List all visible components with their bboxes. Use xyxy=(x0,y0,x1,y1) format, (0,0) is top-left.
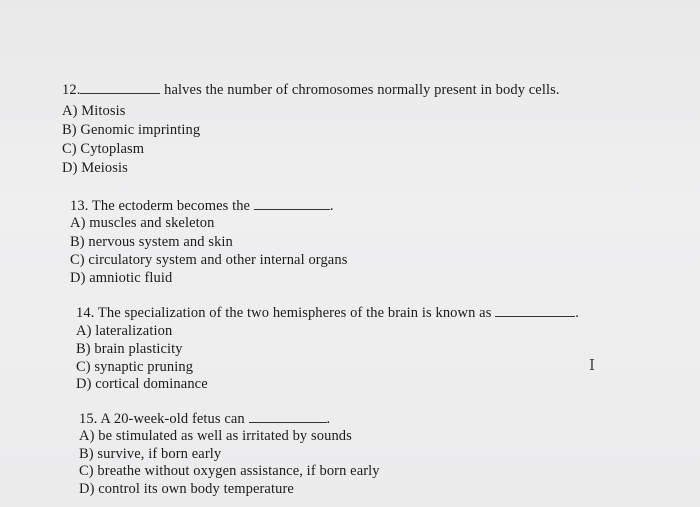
answer-blank xyxy=(80,81,160,94)
question-12-number: 12. xyxy=(62,82,81,98)
question-12-option-d: D) Meiosis xyxy=(62,160,128,176)
answer-blank xyxy=(495,304,575,317)
question-15-option-c: C) breathe without oxygen assistance, if born early xyxy=(79,463,380,479)
question-13-option-c: C) circulatory system and other internal organs xyxy=(70,252,348,268)
question-12-option-c: C) Cytoplasm xyxy=(62,141,145,157)
question-15-option-b: B) survive, if born early xyxy=(79,446,222,462)
question-14-option-c: C) synaptic pruning xyxy=(76,359,194,375)
question-13-option-a: A) muscles and skeleton xyxy=(70,215,215,231)
question-14-text: 14. The specialization of the two hemispheres of the brain is known as xyxy=(76,305,492,321)
question-13-text: 13. The ectoderm becomes the xyxy=(70,198,251,214)
question-12-stem xyxy=(62,81,560,99)
question-14-period: . xyxy=(575,305,579,321)
question-12-text: halves the number of chromosomes normally present in body cells. xyxy=(164,82,560,98)
question-15-option-a: A) be stimulated as well as irritated by sounds xyxy=(79,428,352,444)
answer-blank xyxy=(254,197,330,210)
question-15-period: . xyxy=(326,411,331,427)
text-cursor-icon: I xyxy=(589,356,595,374)
question-15-text: 15. A 20-week-old fetus can xyxy=(79,411,245,427)
answer-blank xyxy=(249,410,327,423)
question-13-period: . xyxy=(329,198,334,214)
question-14-option-b: B) brain plasticity xyxy=(76,341,183,357)
question-12-option-a: A) Mitosis xyxy=(62,103,126,119)
question-13-option-d: D) amniotic fluid xyxy=(70,270,173,286)
question-13-option-b: B) nervous system and skin xyxy=(70,234,233,250)
question-14-option-a: A) lateralization xyxy=(76,323,173,339)
question-14-stem xyxy=(76,304,579,322)
question-15-option-d: D) control its own body temperature xyxy=(79,481,294,497)
question-13-stem xyxy=(70,197,334,215)
question-12-option-b: B) Genomic imprinting xyxy=(62,122,201,138)
question-15-stem xyxy=(79,410,330,428)
question-14-option-d: D) cortical dominance xyxy=(76,376,208,392)
